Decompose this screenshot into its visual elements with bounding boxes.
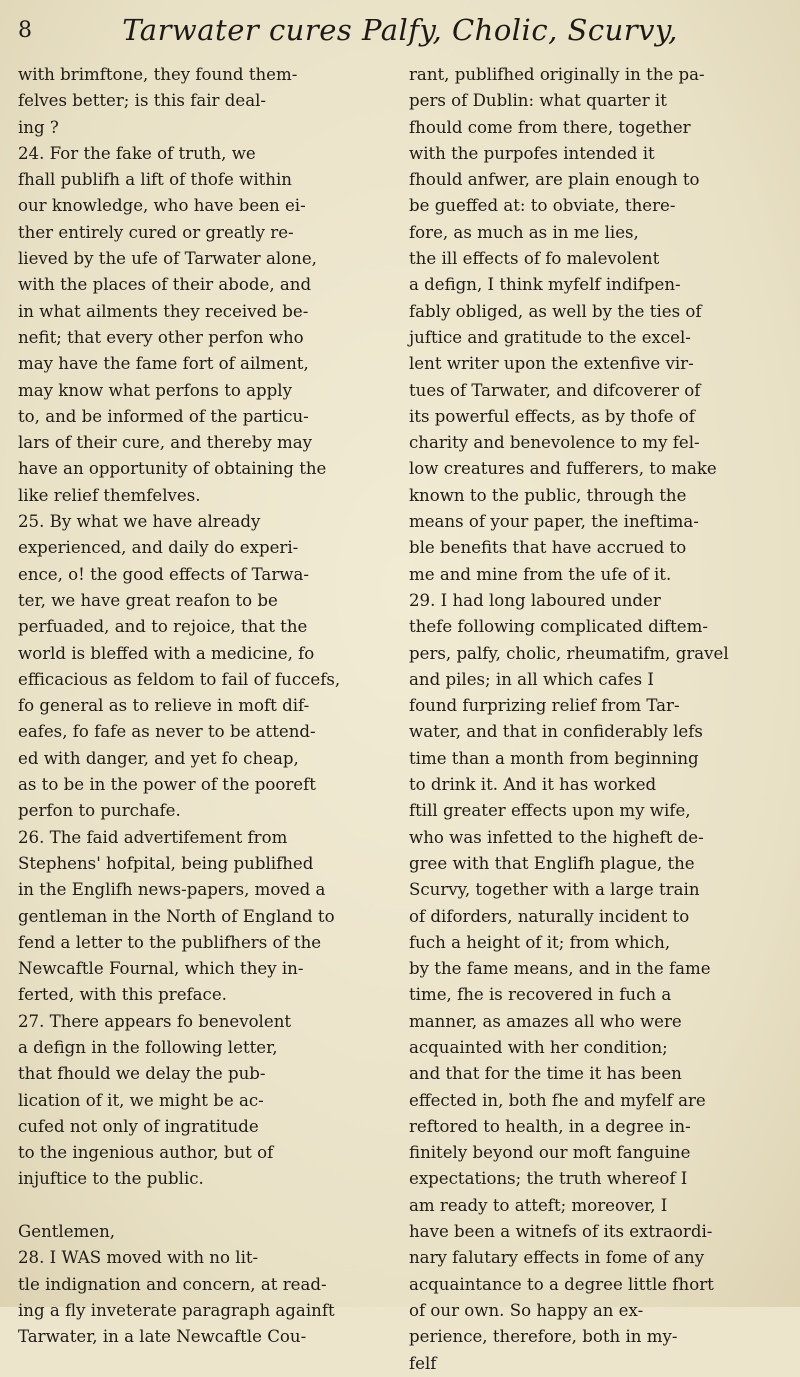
text-line: ftill greater effects upon my wife,: [409, 801, 691, 821]
text-line: lars of their cure, and thereby may: [18, 433, 312, 453]
text-line: manner, as amazes all who were: [409, 1011, 682, 1031]
text-line: experienced, and daily do experi-: [18, 538, 299, 558]
text-line: fhould anfwer, are plain enough to: [409, 170, 700, 190]
text-line: ferted, with this preface.: [18, 985, 227, 1005]
text-line: effected in, both fhe and myfelf are: [409, 1090, 706, 1110]
text-line: fore, as much as in me lies,: [409, 222, 639, 242]
text-line: a defign in the following letter,: [18, 1037, 278, 1057]
text-line: perfuaded, and to rejoice, that the: [18, 617, 308, 637]
text-line: Gentlemen,: [18, 1222, 116, 1242]
text-line: fo general as to relieve in moft dif-: [18, 696, 310, 716]
text-line: rant, publifhed originally in the pa-: [409, 65, 705, 84]
text-line: juftice and gratitude to the excel-: [409, 327, 691, 347]
text-line: cufed not only of ingratitude: [18, 1116, 259, 1136]
text-line: in what ailments they received be-: [18, 301, 309, 321]
text-line: ter, we have great reafon to be: [18, 590, 278, 610]
text-line: fuch a height of it; from which,: [409, 932, 671, 952]
text-line: fhall publifh a lift of thofe within: [18, 170, 292, 190]
text-line: efficacious as feldom to fail of fuccefs,: [18, 669, 341, 689]
page-number: 8: [18, 17, 32, 43]
text-line: may have the fame fort of ailment,: [18, 354, 309, 374]
text-line: eafes, fo fafe as never to be attend-: [18, 722, 316, 742]
text-line: that fhould we delay the pub-: [18, 1064, 266, 1084]
text-line: pers, palfy, cholic, rheumatifm, gravel: [409, 643, 729, 663]
text-line: 29. I had long laboured under: [409, 590, 661, 610]
text-line: am ready to atteft; moreover, I: [409, 1195, 668, 1215]
text-line: as to be in the power of the pooreft: [18, 775, 316, 795]
running-head-title: Tarwater cures Palfy, Cholic, Scurvy,: [122, 13, 678, 47]
text-line: be gueffed at: to obviate, there-: [409, 196, 676, 216]
text-line: ed with danger, and yet fo cheap,: [18, 748, 299, 768]
text-line: 24. For the fake of truth, we: [18, 143, 256, 163]
text-line: tle indignation and concern, at read-: [18, 1274, 327, 1294]
text-line: lent writer upon the extenfive vir-: [409, 354, 694, 374]
text-line: the ill effects of fo malevolent: [409, 249, 660, 269]
text-line: time, fhe is recovered in fuch a: [409, 985, 672, 1005]
text-line: low creatures and fufferers, to make: [409, 459, 717, 479]
text-line: world is bleffed with a medicine, fo: [18, 643, 315, 663]
text-line: water, and that in confiderably lefs: [409, 722, 703, 742]
text-line: ing a fly inveterate paragraph againft: [18, 1300, 335, 1320]
text-line: 26. The faid advertifement from: [18, 827, 288, 847]
left-column: [18, 62, 395, 1347]
text-line: with the purpofes intended it: [409, 143, 655, 163]
text-line: perience, therefore, both in my-: [409, 1327, 678, 1347]
text-line: found furprizing relief from Tar-: [409, 696, 680, 716]
text-line: of diforders, naturally incident to: [409, 906, 690, 926]
text-line: finitely beyond our moft fanguine: [409, 1143, 691, 1163]
text-line: [18, 1193, 395, 1219]
text-line: ble benefits that have accrued to: [409, 538, 687, 558]
text-line: in the Englifh news-papers, moved a: [18, 880, 326, 900]
text-line: lication of it, we might be ac-: [18, 1090, 264, 1110]
text-line: time than a month from beginning: [409, 748, 699, 768]
text-line: Newcaftle Fournal, which they in-: [18, 959, 304, 979]
text-line: felves better; is this fair deal-: [18, 91, 266, 111]
text-line: ing ?: [18, 117, 59, 137]
text-line: acquainted with her condition;: [409, 1037, 668, 1057]
text-line: tues of Tarwater, and difcoverer of: [409, 380, 701, 400]
text-line: injuftice to the public.: [18, 1169, 204, 1189]
text-line: 25. By what we have already: [18, 512, 261, 532]
text-line: reftored to health, in a degree in-: [409, 1116, 691, 1136]
text-line: Tarwater, in a late Newcaftle Cou-: [18, 1327, 307, 1347]
text-line: of our own. So happy an ex-: [409, 1300, 644, 1320]
text-line: 28. I WAS moved with no lit-: [18, 1248, 259, 1268]
text-line: acquaintance to a degree little fhort: [409, 1274, 714, 1294]
text-line: thefe following complicated diftem-: [409, 617, 708, 637]
text-line: a defign, I think myfelf indifpen-: [409, 275, 681, 295]
text-columns: [18, 62, 786, 1373]
text-line: and that for the time it has been: [409, 1064, 682, 1084]
text-line: nary falutary effects in fome of any: [409, 1248, 705, 1268]
text-line: to drink it. And it has worked: [409, 775, 657, 795]
text-line: fably obliged, as well by the ties of: [409, 301, 702, 321]
text-line: lieved by the ufe of Tarwater alone,: [18, 249, 317, 269]
text-line: with the places of their abode, and: [18, 275, 312, 295]
text-line: may know what perfons to apply: [18, 380, 292, 400]
text-line: like relief themfelves.: [18, 485, 201, 505]
text-line: perfon to purchafe.: [18, 801, 181, 821]
running-head: [18, 10, 782, 50]
text-line: me and mine from the ufe of it.: [409, 564, 672, 584]
text-line: pers of Dublin: what quarter it: [409, 91, 667, 111]
text-line: its powerful effects, as by thofe of: [409, 406, 695, 426]
text-line: nefit; that every other perfon who: [18, 327, 304, 347]
text-line: fend a letter to the publifhers of the: [18, 932, 322, 952]
text-line: have been a witnefs of its extraordi-: [409, 1222, 713, 1242]
text-line: felf: [409, 1353, 437, 1373]
text-line: Scurvy, together with a large train: [409, 880, 700, 900]
text-line: gree with that Englifh plague, the: [409, 853, 695, 873]
text-line: our knowledge, who have been ei-: [18, 196, 306, 216]
text-line: who was infetted to the higheft de-: [409, 827, 704, 847]
text-line: with brimftone, they found them-: [18, 65, 298, 84]
text-line: charity and benevolence to my fel-: [409, 433, 700, 453]
text-line: 27. There appears fo benevolent: [18, 1011, 292, 1031]
text-line: by the fame means, and in the fame: [409, 959, 711, 979]
text-line: have an opportunity of obtaining the: [18, 459, 327, 479]
text-line: and piles; in all which cafes I: [409, 669, 654, 689]
text-line: expectations; the truth whereof I: [409, 1169, 688, 1189]
right-column: [409, 62, 786, 1373]
text-line: fhould come from there, together: [409, 117, 691, 137]
text-line: means of your paper, the ineftima-: [409, 512, 699, 532]
text-line: Stephens' hofpital, being publifhed: [18, 853, 314, 873]
text-line: gentleman in the North of England to: [18, 906, 335, 926]
text-line: to the ingenious author, but of: [18, 1143, 274, 1163]
text-line: to, and be informed of the particu-: [18, 406, 309, 426]
text-line: ence, o! the good effects of Tarwa-: [18, 564, 309, 584]
text-line: ther entirely cured or greatly re-: [18, 222, 294, 242]
text-line: known to the public, through the: [409, 485, 687, 505]
